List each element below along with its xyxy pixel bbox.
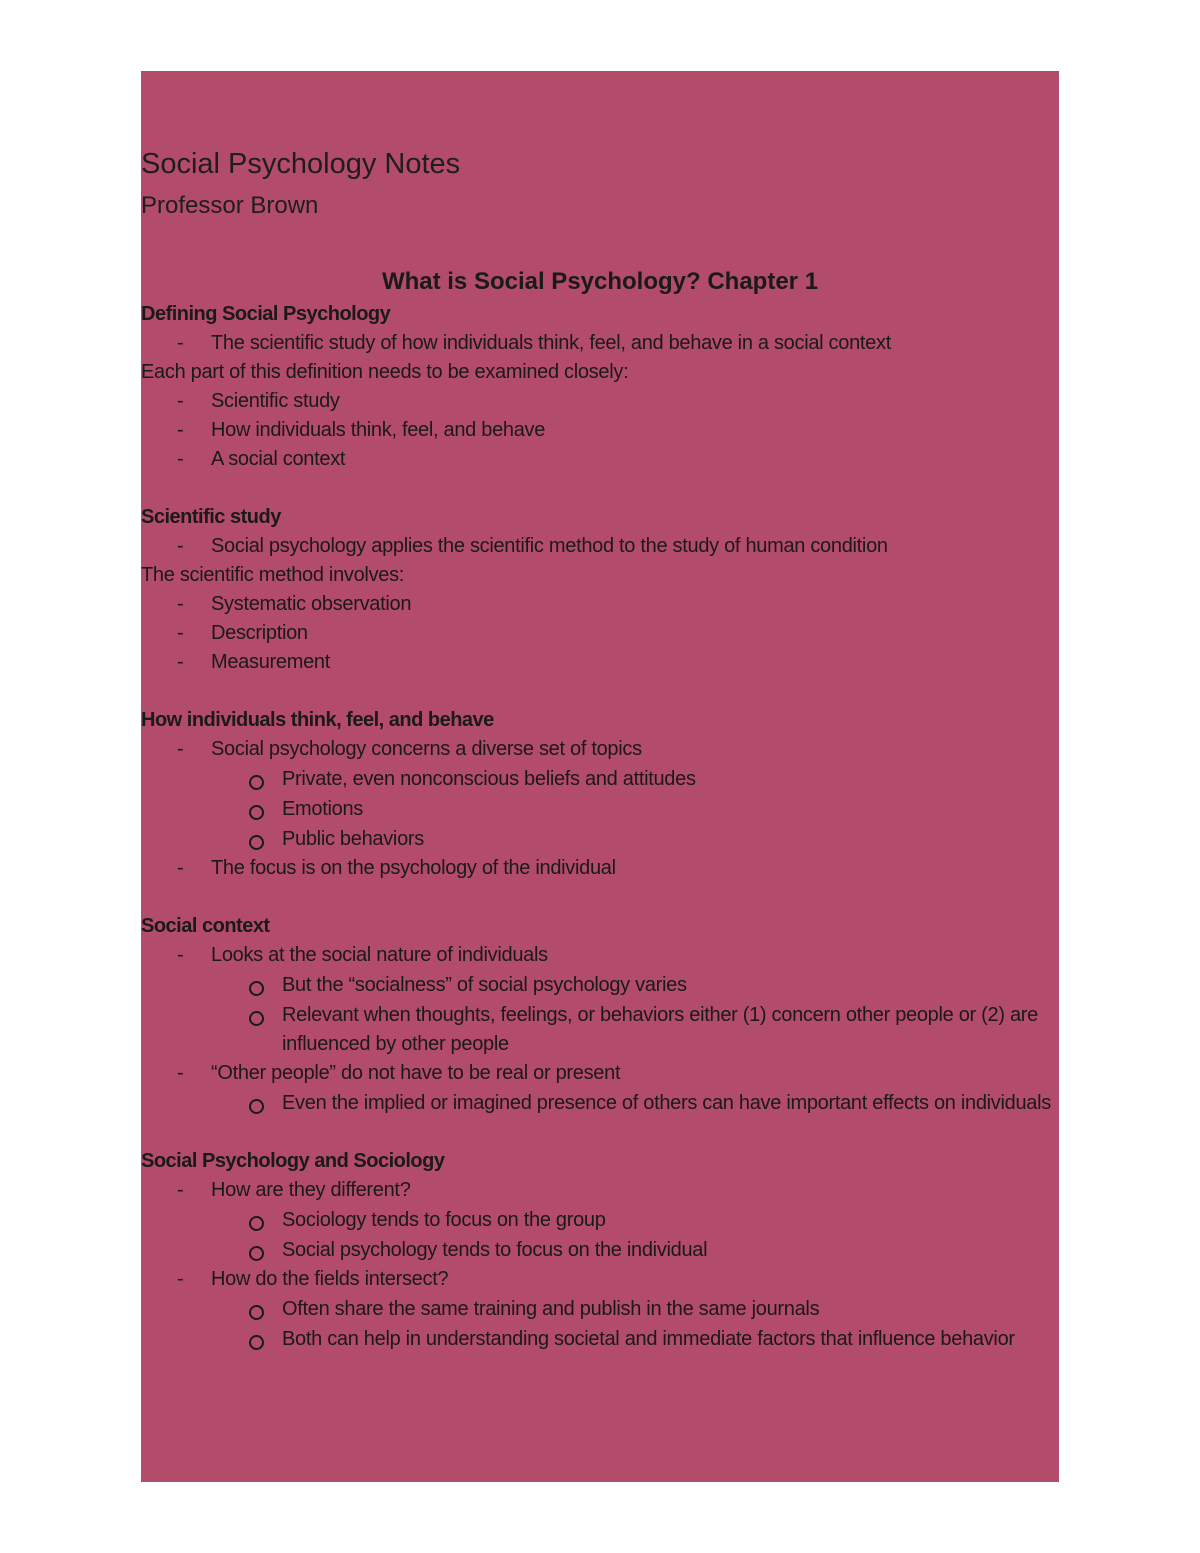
section-heading-think-feel: How individuals think, feel, and behave xyxy=(141,709,494,731)
dash-bullet-icon: - xyxy=(177,1179,184,1201)
sub-list-item: Relevant when thoughts, feelings, or behaviors either (1) concern other people or (2) are influenced by other people xyxy=(141,1000,1059,1059)
section-heading-sociology: Social Psychology and Sociology xyxy=(141,1150,445,1172)
notes-body xyxy=(141,300,1059,1354)
section-heading-context: Social context xyxy=(141,915,270,937)
circle-bullet-icon xyxy=(249,1011,264,1026)
circle-bullet-icon xyxy=(249,775,264,790)
sub-list-item: Even the implied or imagined presence of others can have important effects on individuals xyxy=(141,1088,1059,1118)
paragraph: Each part of this definition needs to be examined closely: xyxy=(141,361,629,383)
list-item: - How individuals think, feel, and behave xyxy=(141,416,1059,445)
dash-bullet-icon: - xyxy=(177,535,184,557)
circle-bullet-icon xyxy=(249,1216,264,1231)
list-item: - How do the fields intersect? xyxy=(141,1265,1059,1294)
dash-bullet-icon: - xyxy=(177,944,184,966)
dash-bullet-icon: - xyxy=(177,857,184,879)
list-item: - “Other people” do not have to be real or present xyxy=(141,1059,1059,1088)
dash-bullet-icon: - xyxy=(177,738,184,760)
circle-bullet-icon xyxy=(249,1305,264,1320)
sub-list-item: Sociology tends to focus on the group xyxy=(141,1205,1059,1235)
list-item: - Description xyxy=(141,619,1059,648)
sub-list-item: Often share the same training and publish in the same journals xyxy=(141,1294,1059,1324)
list-item: - A social context xyxy=(141,445,1059,474)
spacer xyxy=(141,677,1059,706)
circle-bullet-icon xyxy=(249,1099,264,1114)
dash-bullet-icon: - xyxy=(177,448,184,470)
sub-list-item: But the “socialness” of social psychology varies xyxy=(141,970,1059,1000)
circle-bullet-icon xyxy=(249,981,264,996)
sub-list-item: Public behaviors xyxy=(141,824,1059,854)
list-item: - Systematic observation xyxy=(141,590,1059,619)
circle-bullet-icon xyxy=(249,805,264,820)
chapter-heading: What is Social Psychology? Chapter 1 xyxy=(381,268,819,295)
dash-bullet-icon: - xyxy=(177,390,184,412)
circle-bullet-icon xyxy=(249,1246,264,1261)
sub-list-item: Social psychology tends to focus on the individual xyxy=(141,1235,1059,1265)
list-item: - The scientific study of how individuals think, feel, and behave in a social context xyxy=(141,329,1059,358)
document-subtitle: Professor Brown xyxy=(141,192,319,219)
spacer xyxy=(141,883,1059,912)
list-item: - Looks at the social nature of individuals xyxy=(141,941,1059,970)
section-heading-scientific: Scientific study xyxy=(141,506,281,528)
list-item: - Measurement xyxy=(141,648,1059,677)
list-item: - Social psychology applies the scientific method to the study of human condition xyxy=(141,532,1059,561)
list-item: - How are they different? xyxy=(141,1176,1059,1205)
dash-bullet-icon: - xyxy=(177,1268,184,1290)
list-item: - The focus is on the psychology of the individual xyxy=(141,854,1059,883)
document-page xyxy=(141,71,1059,1482)
sub-list-item: Private, even nonconscious beliefs and attitudes xyxy=(141,764,1059,794)
circle-bullet-icon xyxy=(249,835,264,850)
section-heading-defining: Defining Social Psychology xyxy=(141,303,391,325)
paragraph: The scientific method involves: xyxy=(141,564,405,586)
spacer xyxy=(141,1118,1059,1147)
dash-bullet-icon: - xyxy=(177,622,184,644)
list-item: - Scientific study xyxy=(141,387,1059,416)
dash-bullet-icon: - xyxy=(177,1062,184,1084)
spacer xyxy=(141,474,1059,503)
dash-bullet-icon: - xyxy=(177,593,184,615)
dash-bullet-icon: - xyxy=(177,332,184,354)
dash-bullet-icon: - xyxy=(177,651,184,673)
sub-list-item: Both can help in understanding societal and immediate factors that influence behavior xyxy=(141,1324,1059,1354)
document-title: Social Psychology Notes xyxy=(141,148,461,180)
dash-bullet-icon: - xyxy=(177,419,184,441)
list-item: - Social psychology concerns a diverse set of topics xyxy=(141,735,1059,764)
sub-list-item: Emotions xyxy=(141,794,1059,824)
circle-bullet-icon xyxy=(249,1335,264,1350)
